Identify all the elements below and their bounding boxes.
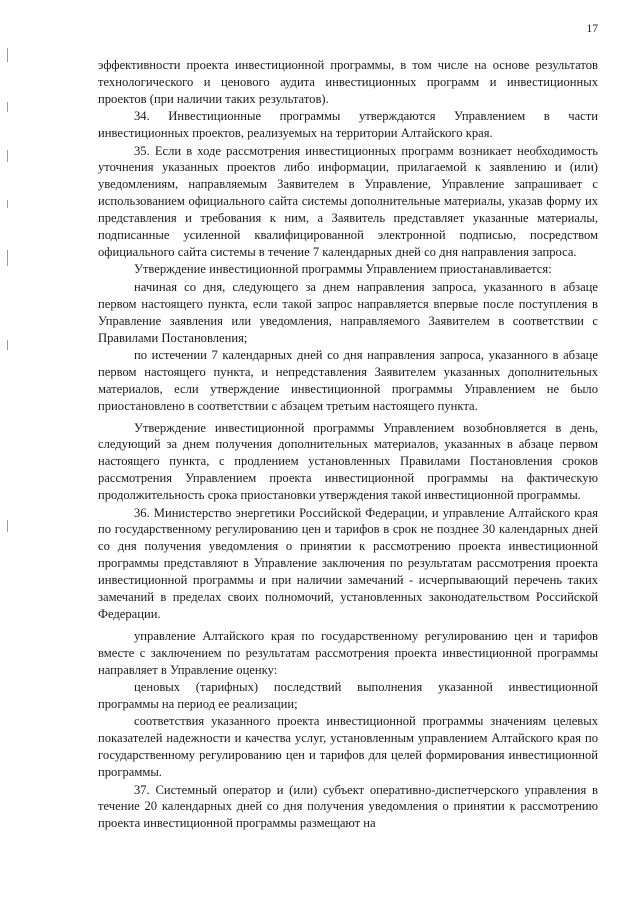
paragraph: управление Алтайского края по государственному регулированию цен и тарифов вместе с заключением по результатам рассмотрения проекта инвестиционной программы направляет в Управление оценку: — [98, 628, 598, 677]
paragraph: эффективности проекта инвестиционной программы, в том числе на основе результатов технологического и ценового аудита инвестиционных программ и инвестиционных проектов (при наличии таких результатов). — [98, 58, 598, 106]
paragraph: по истечении 7 календарных дней со дня направления запроса, указанного в абзаце первом настоящего пункта, и непредставления Заявителем указанных дополнительных материалов, если утверждение инвестиционной программы Управлением не было приостановлено в соответствии с абзацем третьим настоящего пункта. — [98, 347, 598, 413]
paragraph: 34. Инвестиционные программы утверждаются Управлением в части инвестиционных проектов, реализуемых на территории Алтайского края. — [98, 109, 598, 141]
paragraph: ценовых (тарифных) последствий выполнения указанной инвестиционной программы на период ее реализации; — [98, 680, 598, 712]
page-number: 17 — [586, 23, 598, 35]
margin-mark — [7, 250, 8, 266]
paragraph: Утверждение инвестиционной программы Управлением приостанавливается: — [134, 262, 552, 277]
margin-mark — [7, 150, 8, 162]
margin-mark — [7, 102, 8, 112]
margin-mark — [7, 48, 8, 62]
paragraph: 36. Министерство энергетики Российской Федерации, и управление Алтайского края по государственному регулированию цен и тарифов в срок не позднее 30 календарных дней со дня получения уведомления о принятии к рассмотрению проекта инвестиционной программы представляют в Управление заключения по результатам рассмотрения проекта инвестиционной программы и при наличии замечаний - исчерпывающий перечень таких замечаний в пределах своих полномочий, установленных законодательством Российской Федерации. — [98, 505, 598, 621]
margin-mark — [7, 200, 8, 208]
paragraph: начиная со дня, следующего за днем направления запроса, указанного в абзаце первом настоящего пункта, если такой запрос направляется впервые после поступления в Управление заявления или уведомления, направляемого Заявителем в соответствии с Правилами Постановления; — [98, 279, 598, 345]
margin-mark — [7, 520, 8, 532]
margin-mark — [7, 340, 8, 350]
paragraph: 35. Если в ходе рассмотрения инвестиционных программ возникает необходимость уточнения указанных проектов либо информации, прилагаемой к заявлению и (или) уведомлениям, направляемым Заявителем в Управление, Управление запрашивает с использованием официального сайта системы дополнительные материалы, указав форму их представления и требования к ним, а Заявитель представляет указанные материалы, подписанные усиленной квалифицированной электронной подписью, посредством официального сайта системы в течение 7 календарных дней со дня направления запроса. — [98, 143, 598, 259]
paragraph: соответствия указанного проекта инвестиционной программы значениям целевых показателей надежности и качества услуг, установленным управлением Алтайского края по государственному регулированию цен и тарифов для целей формирования инвестиционной программы. — [98, 714, 598, 780]
paragraph: Утверждение инвестиционной программы Управлением возобновляется в день, следующий за днем получения дополнительных материалов, указанных в абзаце первом настоящего пункта, с продлением установленных Правилами Постановления сроков рассмотрения Управлением проекта инвестиционной программы на фактическую продолжительность срока приостановки утверждения такой инвестиционной программы. — [98, 420, 598, 503]
document-body — [98, 57, 598, 833]
left-margin-binding-marks — [0, 0, 14, 905]
paragraph: 37. Системный оператор и (или) субъект оперативно-диспетчерского управления в течение 20 календарных дней со дня получения уведомления о принятии к рассмотрению проекта инвестиционной программы размещают на — [98, 782, 598, 831]
